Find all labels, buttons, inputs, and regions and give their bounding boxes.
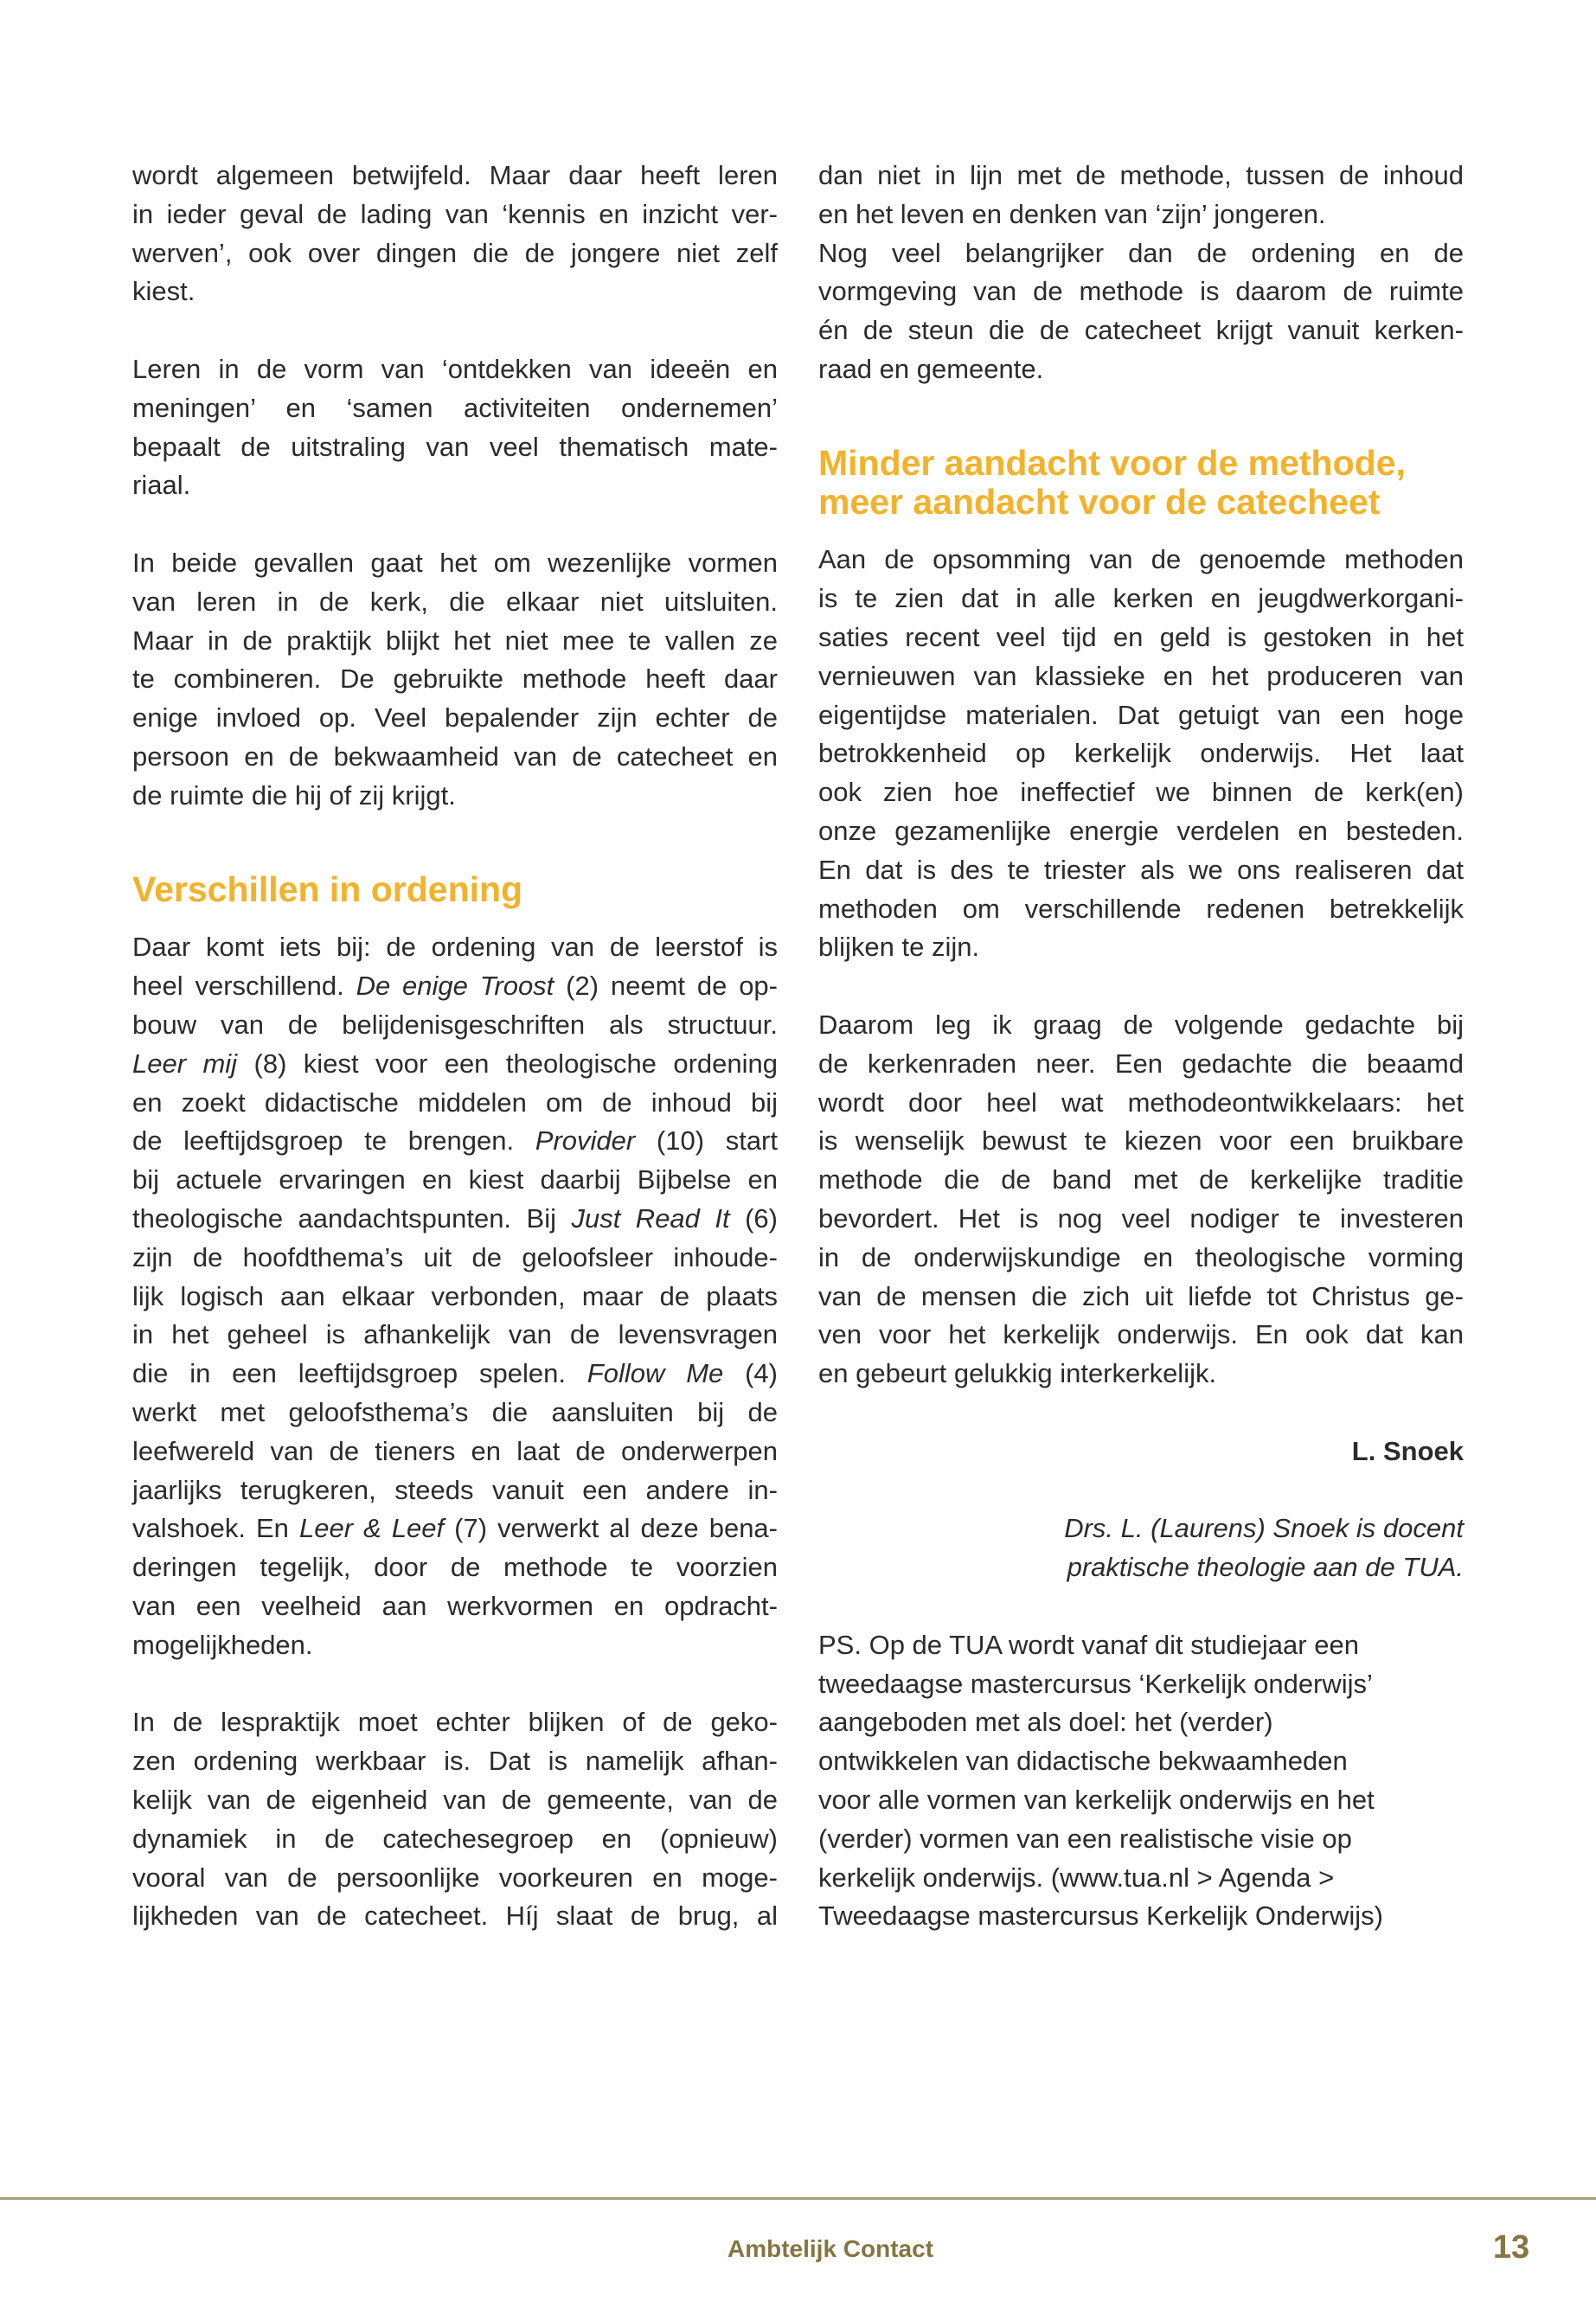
text-line: En dat is des te triester als we ons realiseren dat — [818, 854, 1464, 885]
text-segment: de leeftijdsgroep te brengen. — [132, 1125, 535, 1157]
text-line: de ruimte die hij of zij krijgt. — [132, 779, 456, 811]
publication-name: Ambtelijk Contact — [727, 2235, 934, 2262]
text-line: Tweedaagse mastercursus Kerkelijk Onderwijs) — [818, 1900, 1383, 1932]
heading-line: Minder aandacht voor de methode, — [818, 443, 1406, 484]
postscript-note — [818, 1626, 1464, 1936]
text-line: is te zien dat in alle kerken en jeugdwerkorgani- — [818, 583, 1464, 614]
text-line: en zoekt didactische middelen om de inhoud bij — [132, 1086, 778, 1118]
text-line: methode die de band met de kerkelijke traditie — [818, 1164, 1464, 1195]
text-line: in ieder geval de lading van ‘kennis en inzicht ver- — [132, 198, 778, 229]
text-segment: (7) verwerkt al deze bena- — [444, 1513, 778, 1544]
text-line: werkt met geloofsthema’s die aansluiten bij de — [132, 1396, 778, 1427]
text-segment: theologische aandachtspunten. Bij — [132, 1203, 572, 1234]
text-line: aangeboden met als doel: het (verder) — [818, 1707, 1273, 1738]
text-line: enige invloed op. Veel bepalender zijn echter de — [132, 702, 778, 734]
left-column — [132, 157, 778, 1936]
text-segment: valshoek. En — [132, 1513, 299, 1544]
text-line: vernieuwen van klassieke en het produceren van — [818, 660, 1464, 691]
author-signature — [818, 1433, 1464, 1471]
text-line — [132, 1045, 778, 1084]
text-line: zijn de hoofdthema’s uit de geloofsleer inhoude- — [132, 1241, 778, 1272]
text-segment: (2) neemt de op- — [554, 971, 778, 1002]
author-bio — [818, 1509, 1464, 1587]
text-line: kelijk van de eigenheid van de gemeente, van de — [132, 1784, 778, 1815]
italic-title: Provider — [535, 1125, 636, 1157]
footer-rule — [0, 2197, 1596, 2200]
text-line: vooral van de persoonlijke voorkeuren en moge- — [132, 1862, 778, 1893]
text-line: van een veelheid aan werkvormen en opdracht- — [132, 1590, 778, 1621]
paragraph — [818, 1006, 1464, 1394]
text-line: lijk logisch aan elkaar verbonden, maar de plaats — [132, 1280, 778, 1311]
text-line: voor alle vormen van kerkelijk onderwijs en het — [818, 1784, 1375, 1815]
text-line: bepaalt de uitstraling van veel thematisch mate- — [132, 431, 778, 462]
text-line: L. Snoek — [1351, 1435, 1464, 1466]
text-line: riaal. — [132, 470, 191, 501]
text-line: Daar komt iets bij: de ordening van de leerstof is — [132, 932, 778, 963]
text-line: de kerkenraden neer. Een gedachte die beaamd — [818, 1048, 1464, 1079]
text-line: Leren in de vorm van ‘ontdekken van ideeën en — [132, 353, 778, 384]
text-line: en het leven en denken van ‘zijn’ jongeren. — [818, 198, 1326, 229]
text-line: mogelijkheden. — [132, 1629, 313, 1660]
text-line: deringen tegelijk, door de methode te voorzien — [132, 1552, 778, 1583]
text-line — [132, 1509, 778, 1548]
text-line: ook zien hoe ineffectief we binnen de kerk(en) — [818, 777, 1464, 808]
text-line: ven voor het kerkelijk onderwijs. En ook dat kan — [818, 1319, 1464, 1350]
text-line: dynamiek in de catechesegroep en (opnieuw) — [132, 1823, 778, 1854]
text-line: methoden om verschillende redenen betrekkelijk — [818, 893, 1464, 924]
text-line: In beide gevallen gaat het om wezenlijke vormen — [132, 547, 778, 578]
text-line: onze gezamenlijke energie verdelen en besteden. — [818, 816, 1464, 847]
text-segment: (4) — [723, 1358, 778, 1389]
text-line: bevordert. Het is nog veel nodiger te investeren — [818, 1203, 1464, 1234]
text-segment: (6) — [729, 1203, 778, 1234]
text-line: In de lespraktijk moet echter blijken of de geko- — [132, 1707, 778, 1738]
text-line: van leren in de kerk, die elkaar niet uitsluiten. — [132, 586, 778, 617]
text-line: én de steun die de catecheet krijgt vanuit kerken- — [818, 315, 1464, 346]
paragraph — [818, 157, 1464, 234]
italic-title: Just Read It — [571, 1203, 730, 1234]
text-line: praktische theologie aan de TUA. — [1067, 1552, 1464, 1583]
page-number: 13 — [1492, 2229, 1530, 2266]
text-segment: heel verschillend. — [132, 971, 356, 1002]
text-line: blijken te zijn. — [818, 932, 980, 963]
text-line: meningen’ en ‘samen activiteiten ondernemen’ — [132, 392, 778, 423]
text-line: van de mensen die zich uit liefde tot Christus ge- — [818, 1280, 1464, 1311]
text-line: werven’, ook over dingen die de jongere niet zelf — [132, 237, 778, 268]
text-line: (verder) vormen van een realistische visie op — [818, 1823, 1352, 1854]
text-line: vormgeving van de methode is daarom de ruimte — [818, 276, 1464, 307]
italic-title: Follow Me — [586, 1358, 724, 1389]
text-line: kerkelijk onderwijs. (www.tua.nl > Agenda > — [818, 1862, 1335, 1893]
text-line — [132, 1122, 778, 1161]
text-line: te combineren. De gebruikte methode heeft daar — [132, 663, 778, 695]
paragraph — [132, 1703, 778, 1936]
text-line: betrokkenheid op kerkelijk onderwijs. Het laat — [818, 738, 1464, 769]
paragraph — [132, 157, 778, 311]
heading-line: meer aandacht voor de catecheet — [818, 482, 1381, 522]
text-line: persoon en de bekwaamheid van de catecheet en — [132, 740, 778, 772]
paragraph — [132, 928, 778, 1664]
paragraph — [132, 350, 778, 505]
text-line: en gebeurt gelukkig interkerkelijk. — [818, 1358, 1217, 1389]
text-line: wordt door heel wat methodeontwikkelaars: het — [818, 1086, 1464, 1118]
text-line: ontwikkelen van didactische bekwaamheden — [818, 1746, 1348, 1777]
text-segment: (8) kiest voor een theologische ordening — [237, 1048, 778, 1079]
paragraph — [132, 544, 778, 816]
italic-title: Leer & Leef — [298, 1513, 445, 1544]
text-line: lijkheden van de catecheet. Híj slaat de brug, al — [132, 1900, 778, 1932]
text-line: PS. Op de TUA wordt vanaf dit studiejaar een — [818, 1629, 1359, 1660]
paragraph — [818, 541, 1464, 967]
text-line — [132, 1355, 778, 1394]
text-segment: die in een leeftijdsgroep spelen. — [132, 1358, 587, 1389]
heading-line: Verschillen in ordening — [132, 869, 523, 910]
text-line: bij actuele ervaringen en kiest daarbij Bijbelse en — [132, 1164, 778, 1195]
section-heading — [818, 444, 1464, 522]
section-heading — [132, 870, 778, 909]
text-line: raad en gemeente. — [818, 353, 1044, 384]
text-line: Daarom leg ik graag de volgende gedachte bij — [818, 1009, 1464, 1041]
text-line: jaarlijks terugkeren, steeds vanuit een andere in- — [132, 1474, 778, 1505]
text-line: dan niet in lijn met de methode, tussen de inhoud — [818, 160, 1464, 190]
paragraph-continuation — [818, 234, 1464, 389]
text-line: tweedaagse mastercursus ‘Kerkelijk onderwijs’ — [818, 1668, 1373, 1699]
text-line: bouw van de belijdenisgeschriften als structuur. — [132, 1009, 778, 1041]
text-line: in het geheel is afhankelijk van de levensvragen — [132, 1319, 778, 1350]
text-line: leefwereld van de tieners en laat de onderwerpen — [132, 1435, 778, 1466]
text-line: Maar in de praktijk blijkt het niet mee te vallen ze — [132, 625, 778, 656]
text-line: Nog veel belangrijker dan de ordening en de — [818, 237, 1464, 268]
text-line: kiest. — [132, 276, 195, 307]
text-line — [132, 1200, 778, 1239]
text-line: eigentijdse materialen. Dat getuigt van een hoge — [818, 699, 1464, 730]
right-column — [818, 157, 1464, 1936]
text-segment: (10) start — [635, 1125, 778, 1157]
text-line: is wenselijk bewust te kiezen voor een bruikbare — [818, 1125, 1464, 1157]
text-line: in de onderwijskundige en theologische vorming — [818, 1241, 1464, 1272]
text-line: zen ordening werkbaar is. Dat is namelijk afhan- — [132, 1746, 778, 1777]
italic-title: De enige Troost — [356, 971, 554, 1002]
text-line: Drs. L. (Laurens) Snoek is docent — [1064, 1513, 1464, 1544]
text-line: saties recent veel tijd en geld is gestoken in het — [818, 622, 1464, 653]
text-line: wordt algemeen betwijfeld. Maar daar heeft leren — [132, 160, 778, 190]
text-line — [132, 967, 778, 1006]
italic-title: Leer mij — [132, 1048, 238, 1079]
text-line: Aan de opsomming van de genoemde methoden — [818, 544, 1464, 575]
